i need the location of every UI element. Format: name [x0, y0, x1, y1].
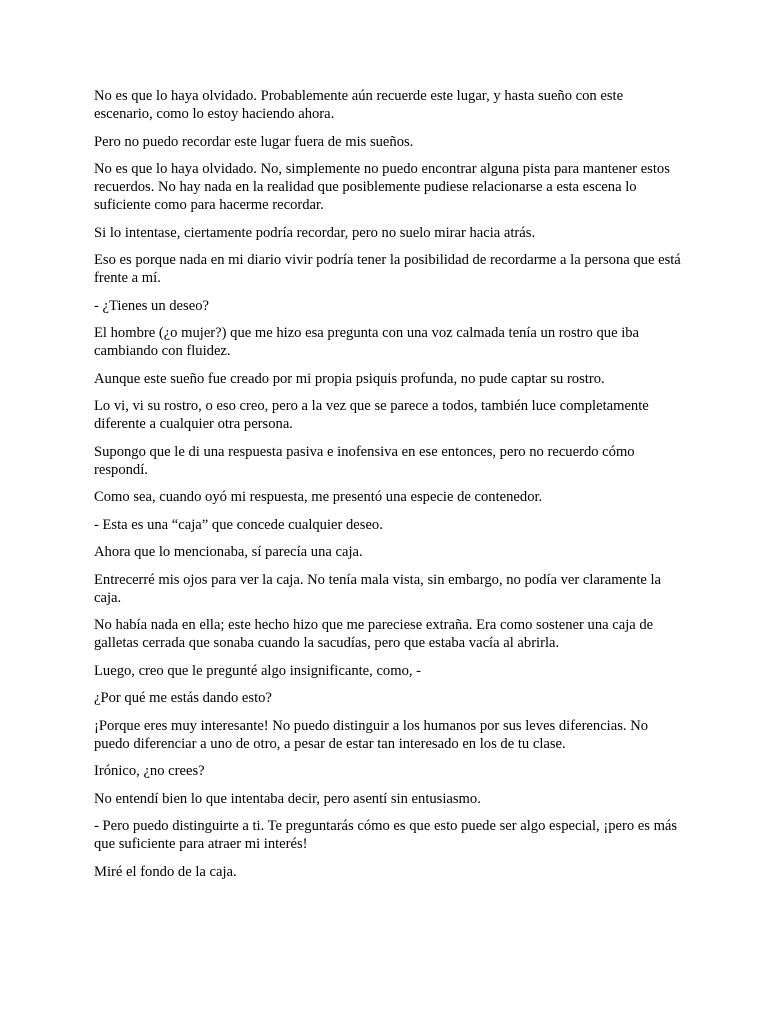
- paragraph: Miré el fondo de la caja.: [94, 863, 237, 880]
- dialogue-line: - Pero puedo distinguirte a ti. Te preguntarás cómo es que esto puede ser algo especial, ¡pero es más que suficiente para atraer mi interés!: [94, 818, 678, 852]
- paragraph: Supongo que le di una respuesta pasiva e inofensiva en ese entonces, pero no recuerdo cómo respondí.: [94, 443, 635, 478]
- paragraph: Entrecerré mis ojos para ver la caja. No tenía mala vista, sin embargo, no podía ver claramente la caja.: [94, 571, 662, 606]
- paragraph: Lo vi, vi su rostro, o eso creo, pero a la vez que se parece a todos, también luce completamente diferente a cualquier otra persona.: [94, 398, 649, 432]
- dialogue-line: - ¿Tienes un deseo?: [94, 297, 209, 314]
- paragraph: Pero no puedo recordar este lugar fuera de mis sueños.: [94, 133, 414, 150]
- paragraph: Como sea, cuando oyó mi respuesta, me presentó una especie de contenedor.: [94, 489, 543, 505]
- paragraph: Si lo intentase, ciertamente podría recordar, pero no suelo mirar hacia atrás.: [94, 224, 536, 241]
- paragraph: Aunque este sueño fue creado por mi propia psiquis profunda, no pude captar su rostro.: [94, 370, 605, 387]
- paragraph: Eso es porque nada en mi diario vivir podría tener la posibilidad de recordarme a la persona que está frente a mí.: [94, 252, 681, 286]
- dialogue-line: ¡Porque eres muy interesante! No puedo distinguir a los humanos por sus leves diferencias. No puedo diferenciar a uno de otro, a pesar de estar tan interesado en los de tu clase.: [94, 717, 649, 752]
- paragraph: Ahora que lo mencionaba, sí parecía una caja.: [94, 544, 363, 560]
- paragraph: No había nada en ella; este hecho hizo que me pareciese extraña. Era como sostener una caja de galletas cerrada que sonaba cuando la sacudías, pero que estaba vacía al abrirla.: [94, 617, 654, 651]
- document-page: [94, 87, 684, 890]
- dialogue-line: Irónico, ¿no crees?: [94, 763, 205, 779]
- paragraph: Luego, creo que le pregunté algo insignificante, como, -: [94, 662, 422, 679]
- paragraph: No es que lo haya olvidado. Probablemente aún recuerde este lugar, y hasta sueño con este escenario, como lo estoy haciendo ahora.: [94, 88, 624, 122]
- dialogue-line: - Esta es una “caja” que concede cualquier deseo.: [94, 516, 383, 533]
- dialogue-line: ¿Por qué me estás dando esto?: [94, 690, 272, 706]
- paragraph: No es que lo haya olvidado. No, simplemente no puedo encontrar alguna pista para mantener estos recuerdos. No hay nada en la realidad que posiblemente pudiese relacionarse a esta escena lo suficiente como para hacerme recordar.: [94, 161, 670, 213]
- paragraph: No entendí bien lo que intentaba decir, pero asentí sin entusiasmo.: [94, 790, 481, 807]
- paragraph: El hombre (¿o mujer?) que me hizo esa pregunta con una voz calmada tenía un rostro que iba cambiando con fluidez.: [94, 325, 640, 359]
